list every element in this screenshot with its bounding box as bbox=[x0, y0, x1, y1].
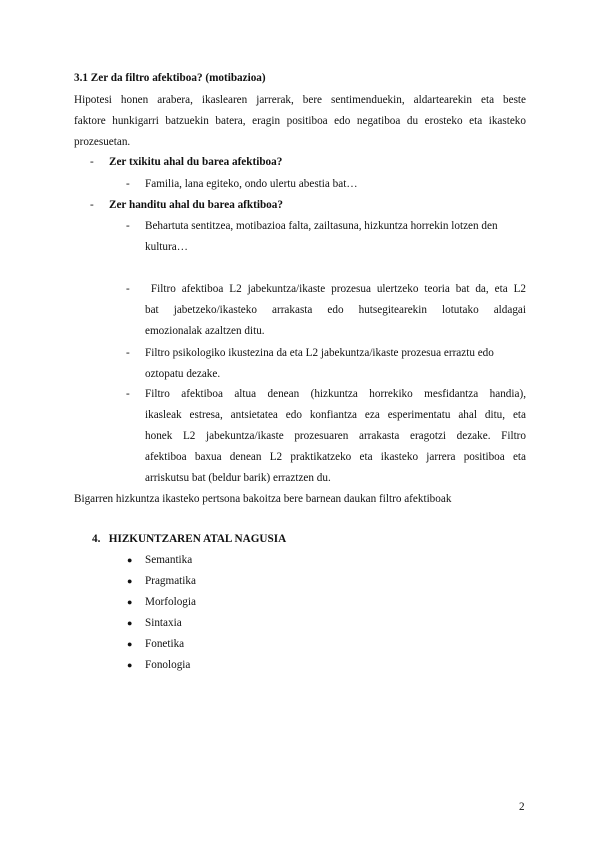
q2-item-4-line-5: arriskutsu bat (beldur barik) erraztzen du. bbox=[145, 472, 331, 484]
bullet-icon: ● bbox=[127, 618, 133, 628]
section-heading: 3.1 Zer da filtro afektiboa? (motibazioa) bbox=[74, 72, 266, 84]
question-1: Zer txikitu ahal du barea afektiboa? bbox=[109, 156, 283, 168]
q2-item-3-line-2: oztopatu dezake. bbox=[145, 368, 221, 380]
bullet-icon: ● bbox=[127, 639, 133, 649]
section-4-heading: 4. HIZKUNTZAREN ATAL NAGUSIA bbox=[92, 533, 287, 545]
q2-item-4-line-1: Filtro afektiboa altua denean (hizkuntza horrekiko mesfidantza handia), bbox=[145, 388, 526, 400]
bullet-icon: ● bbox=[127, 660, 133, 670]
list-item: Pragmatika bbox=[145, 575, 196, 587]
dash-marker: - bbox=[126, 178, 130, 190]
bullet-icon: ● bbox=[127, 555, 133, 565]
list-item: Morfologia bbox=[145, 596, 196, 608]
dash-marker: - bbox=[126, 388, 130, 400]
intro-line-2: faktore hunkigarri batzuekin batera, eragin positiboa edo negatiboa du erosteko eta ikasteko bbox=[74, 115, 526, 127]
q2-item-2-line-2: bat jabetzeko/ikasteko arrakasta edo hutsegitearekin lotutako aldagai bbox=[145, 304, 526, 316]
intro-line-3: prozesuetan. bbox=[74, 136, 131, 148]
q2-item-4-line-3: honek L2 jabekuntza/ikaste prozesuaren arrakasta eragotzi dezake. Filtro bbox=[145, 430, 526, 442]
dash-marker: - bbox=[126, 347, 130, 359]
q2-item-3-line-1: Filtro psikologiko ikustezina da eta L2 jabekuntza/ikaste prozesua erraztu edo bbox=[145, 347, 494, 359]
dash-marker: - bbox=[126, 220, 130, 232]
closing-sentence: Bigarren hizkuntza ikasteko pertsona bakoitza bere barnean daukan filtro afektiboak bbox=[74, 493, 452, 505]
list-item: Fonetika bbox=[145, 638, 185, 650]
question-2: Zer handitu ahal du barea afktiboa? bbox=[109, 199, 283, 211]
list-item: Fonologia bbox=[145, 659, 191, 671]
q2-item-4-line-2: ikasleak estresa, antsietatea edo konfiantza eza esperimentatu ahal ditu, eta bbox=[145, 409, 526, 421]
intro-line-1: Hipotesi honen arabera, ikaslearen jarrerak, bere sentimenduekin, aldartearekin eta beste bbox=[74, 94, 526, 106]
dash-marker: - bbox=[90, 199, 94, 211]
q2-item-2-line-1: Filtro afektiboa L2 jabekuntza/ikaste prozesua ulertzeko teoria bat da, eta L2 bbox=[145, 283, 526, 295]
q2-item-4-line-4: afektiboa baxua denean L2 praktikatzeko eta ikasteko jarrera positiboa eta bbox=[145, 451, 526, 463]
page-number: 2 bbox=[519, 801, 525, 813]
q2-item-1-line-1: Behartuta sentitzea, motibazioa falta, zailtasuna, hizkuntza horrekin lotzen den bbox=[145, 220, 498, 232]
dash-marker: - bbox=[126, 283, 130, 295]
list-item: Sintaxia bbox=[145, 617, 182, 629]
bullet-icon: ● bbox=[127, 576, 133, 586]
bullet-icon: ● bbox=[127, 597, 133, 607]
list-item: Semantika bbox=[145, 554, 193, 566]
q2-item-2-line-3: emozionalak azaltzen ditu. bbox=[145, 325, 265, 337]
question-1-item: Familia, lana egiteko, ondo ulertu abestia bat… bbox=[145, 178, 358, 190]
dash-marker: - bbox=[90, 156, 94, 168]
q2-item-1-line-2: kultura… bbox=[145, 241, 188, 253]
